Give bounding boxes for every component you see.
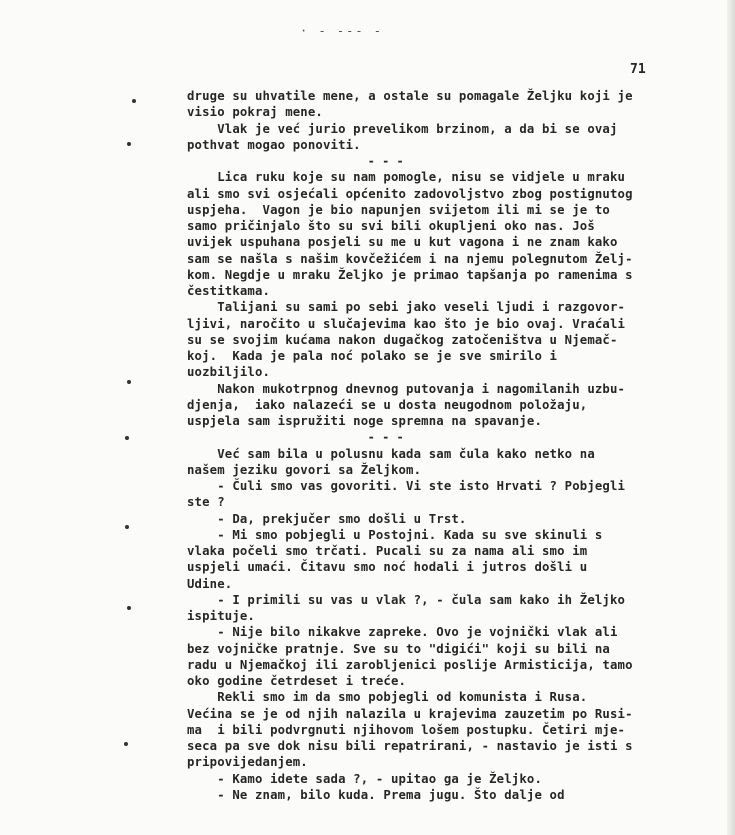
text-line: radu u Njemačkoj ili zarobljenici poslije Armisticija, tamo: [187, 657, 633, 672]
margin-dot: [127, 606, 131, 610]
margin-dot: [132, 99, 136, 103]
body-text: [187, 88, 657, 803]
text-line: su se svojim kućama nakon dugačkog zatočeništva u Njemač-: [187, 332, 618, 347]
text-line: visio pokraj mene.: [187, 105, 323, 120]
text-line: ste ?: [187, 495, 225, 510]
page-edge-shadow: [727, 0, 735, 835]
text-line: uvijek uspuhana posjeli su me u kut vagona i ne znam kako: [187, 235, 618, 250]
text-line: uspjeha. Vagon je bio napunjen svijetom ili mi se je to: [187, 202, 610, 217]
page-number: 71: [630, 62, 646, 77]
text-line: uspjela sam ispružiti noge spremna na spavanje.: [187, 414, 543, 428]
text-line: ma i bili podvrgnuti njihovom lošem postupku. Četiri mje-: [187, 722, 626, 737]
text-line: Udine.: [187, 576, 233, 591]
text-line: Već sam bila u polusnu kada sam čula kako netko na: [187, 446, 595, 461]
text-line: Rekli smo im da smo pobjegli od komunista i Rusa.: [187, 690, 588, 705]
text-line: Lica ruku koje su nam pomogle, nisu se vidjele u mraku: [187, 170, 626, 185]
text-line: djenja, iako nalazeći se u dosta neugodnom položaju,: [187, 397, 588, 412]
text-line: seca pa sve dok nisu bili repatrirani, - nastavio je isti s: [187, 739, 633, 753]
text-line: Većina se je od njih nalazila u krajevima zauzetim po Rusi-: [187, 706, 633, 721]
text-line: - Čuli smo vas govoriti. Vi ste isto Hrvati ? Pobjegli: [187, 479, 626, 493]
text-line: ali smo svi osjećali općenito zadovoljstvo zbog postignutog: [187, 186, 633, 201]
text-line: našem jeziku govori sa Željkom.: [187, 462, 422, 477]
text-line: pripovijedanjem.: [187, 755, 308, 770]
text-line: Vlak je već jurio prevelikom brzinom, a da bi se ovaj: [187, 121, 618, 136]
text-line: - Mi smo pobjegli u Postojni. Kada su sve skinuli s: [187, 527, 603, 542]
text-line: druge su uhvatile mene, a ostale su pomagale Željku koji je: [187, 89, 633, 103]
text-line: uspjeli umaći. Čitavu smo noć hodali i jutros došli u: [187, 560, 588, 575]
text-line: vlaka počeli smo trčati. Pucali su za nama ali smo im: [187, 544, 588, 558]
text-line: - Ne znam, bilo kuda. Prema jugu. Što dalje od: [187, 787, 565, 802]
margin-dot: [127, 380, 131, 384]
margin-dot: [124, 742, 128, 746]
text-line: ispituje.: [187, 609, 255, 623]
margin-dot: [127, 142, 131, 146]
text-line: - Da, prekjučer smo došli u Trst.: [187, 511, 467, 526]
text-line: koj. Kada je pala noć polako se je sve smirilo i: [187, 349, 558, 363]
text-line: - Nije bilo nikakve zapreke. Ovo je vojnički vlak ali: [187, 625, 618, 640]
section-separator: - - -: [187, 430, 404, 445]
text-line: sam se našla s našim kovčežićem i na njemu polegnutom Želj-: [187, 251, 633, 266]
text-line: čestitkama.: [187, 284, 271, 298]
text-line: - Kamo idete sada ?, - upitao ga je Željko.: [187, 771, 543, 786]
section-separator: - - -: [187, 154, 404, 168]
top-marks: · - --- -: [300, 24, 384, 38]
text-line: bez vojničke pratnje. Sve su to "digići" koji su bili na: [187, 641, 610, 656]
text-line: Talijani su sami po sebi jako veseli ljudi i razgovor-: [187, 300, 626, 315]
text-line: kom. Negdje u mraku Željko je primao tapšanja po ramenima s: [187, 267, 633, 282]
margin-dot: [125, 436, 129, 440]
text-line: uozbiljilo.: [187, 365, 271, 380]
text-line: oko godine četrdeset i treće.: [187, 674, 407, 688]
text-line: - I primili su vas u vlak ?, - čula sam kako ih Željko: [187, 592, 626, 607]
text-line: samo pričinjalo što su svi bili okupljeni oko nas. Još: [187, 219, 595, 233]
margin-dot: [125, 525, 129, 529]
text-line: Nakon mukotrpnog dnevnog putovanja i nagomilanih uzbu-: [187, 381, 626, 396]
text-line: ljivi, naročito u slučajevima kao što je bio ovaj. Vraćali: [187, 316, 626, 331]
text-line: pothvat mogao ponoviti.: [187, 137, 361, 152]
